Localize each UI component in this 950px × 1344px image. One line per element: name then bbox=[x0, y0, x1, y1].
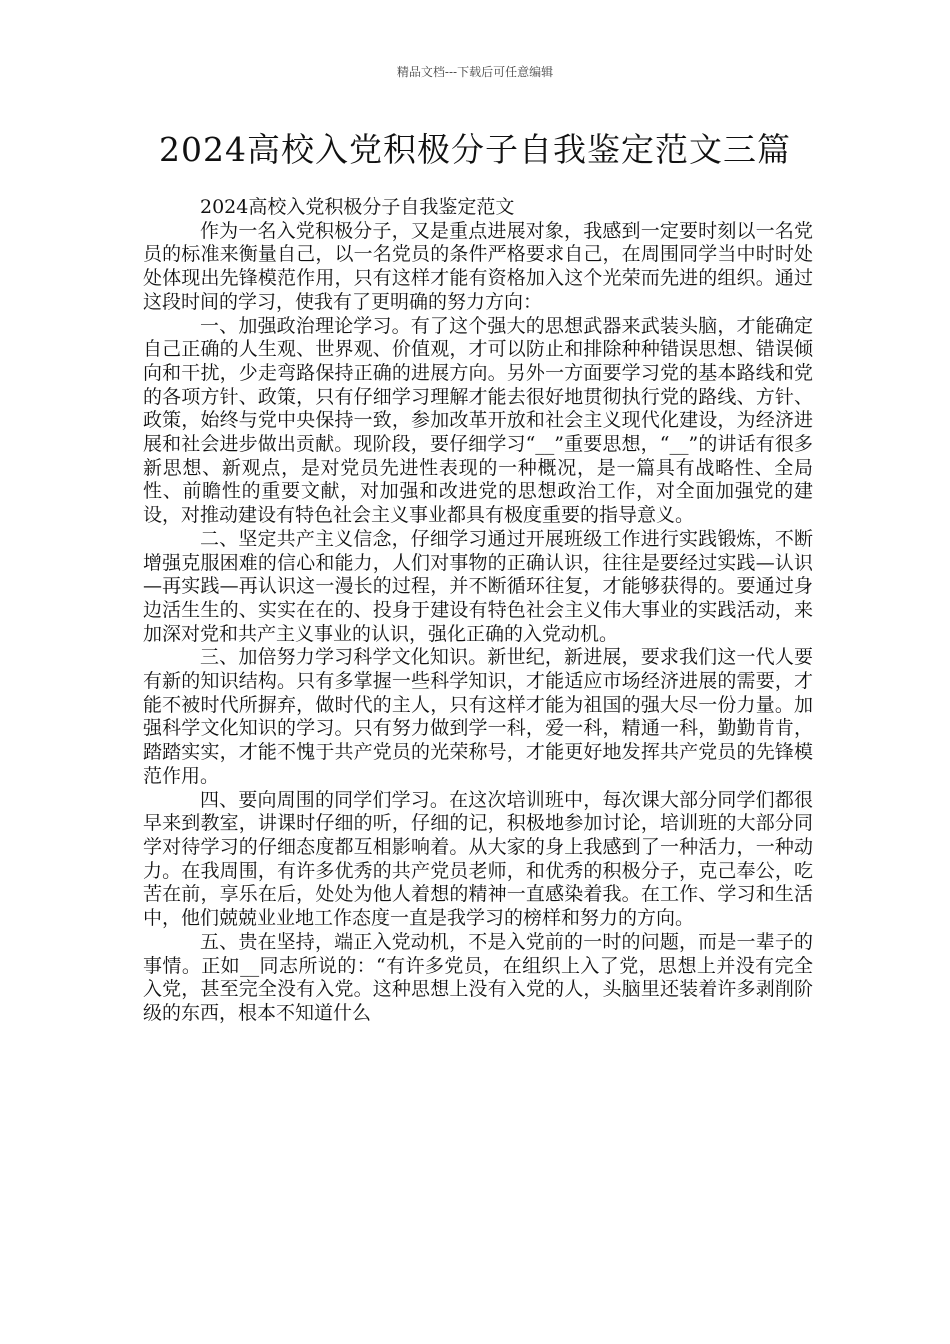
document-subtitle: 2024高校入党积极分子自我鉴定范文 bbox=[200, 196, 515, 218]
paragraph-intro: 作为一名入党积极分子，又是重点进展对象，我感到一定要时刻以一名党员的标准来衡量自己，以一名党员的条件严格要求自己，在周围同学当中时时处处体现出先锋模范作用，只有这样才能有资格加入这个光荣而先进的组织。通过这段时间的学习，使我有了更明确的努力方向： bbox=[143, 219, 813, 313]
document-title: 2024高校入党积极分子自我鉴定范文三篇 bbox=[159, 130, 791, 169]
paragraph-section-1: 一、加强政治理论学习。有了这个强大的思想武器来武装头脑，才能确定自己正确的人生观、世界观、价值观，才可以防止和排除种种错误思想、错误倾向和干扰，少走弯路保持正确的进展方向。另外一方面要学习党的基本路线和党的各项方针、政策，只有仔细学习理解才能去很好地贯彻执行党的路线、方针、政策，始终与党中央保持一致，参加改革开放和社会主义现代化建设，为经济进展和社会进步做出贡献。现阶段，要仔细学习“__”重要思想，“__”的讲话有很多新思想、新观点，是对党员先进性表现的一种概况，是一篇具有战略性、全局性、前瞻性的重要文献，对加强和改进党的思想政治工作，对全面加强党的建设，对推动建设有特色社会主义事业都具有极度重要的指导意义。 bbox=[143, 314, 813, 527]
document-body bbox=[143, 196, 813, 1026]
page-header-note: 精品文档---下载后可任意编辑 bbox=[396, 65, 554, 79]
paragraph-section-4: 四、要向周围的同学们学习。在这次培训班中，每次课大部分同学们都很早来到教室，讲课时仔细的听，仔细的记，积极地参加讨论，培训班的大部分同学对待学习的仔细态度都互相影响着。从大家的身上我感到了一种活力，一种动力。在我周围，有许多优秀的共产党员老师，和优秀的积极分子，克己奉公，吃苦在前，享乐在后，处处为他人着想的精神一直感染着我。在工作、学习和生活中，他们兢兢业业地工作态度一直是我学习的榜样和努力的方向。 bbox=[143, 788, 813, 930]
paragraph-section-3: 三、加倍努力学习科学文化知识。新世纪，新进展，要求我们这一代人要有新的知识结构。只有多掌握一些科学知识，才能适应市场经济进展的需要，才能不被时代所摒弃，做时代的主人，只有这样才能为祖国的强大尽一份力量。加强科学文化知识的学习。只有努力做到学一科，爱一科，精通一科，勤勤肯肯，踏踏实实，才能不愧于共产党员的光荣称号，才能更好地发挥共产党员的先锋模范作用。 bbox=[143, 646, 813, 787]
paragraph-section-5: 五、贵在坚持，端正入党动机，不是入党前的一时的问题，而是一辈子的事情。正如__同志所说的：“有许多党员，在组织上入了党，思想上并没有完全入党，甚至完全没有入党。这种思想上没有入党的人，头脑里还装着许多剥削阶级的东西，根本不知道什么 bbox=[143, 930, 813, 1024]
paragraph-section-2: 二、坚定共产主义信念，仔细学习通过开展班级工作进行实践锻炼，不断增强克服困难的信心和能力，人们对事物的正确认识，往往是要经过实践—认识—再实践—再认识这一漫长的过程，并不断循环往复，才能够获得的。要通过身边活生生的、实实在在的、投身于建设有特色社会主义伟大事业的实践活动，来加深对党和共产主义事业的认识，强化正确的入党动机。 bbox=[143, 527, 813, 645]
